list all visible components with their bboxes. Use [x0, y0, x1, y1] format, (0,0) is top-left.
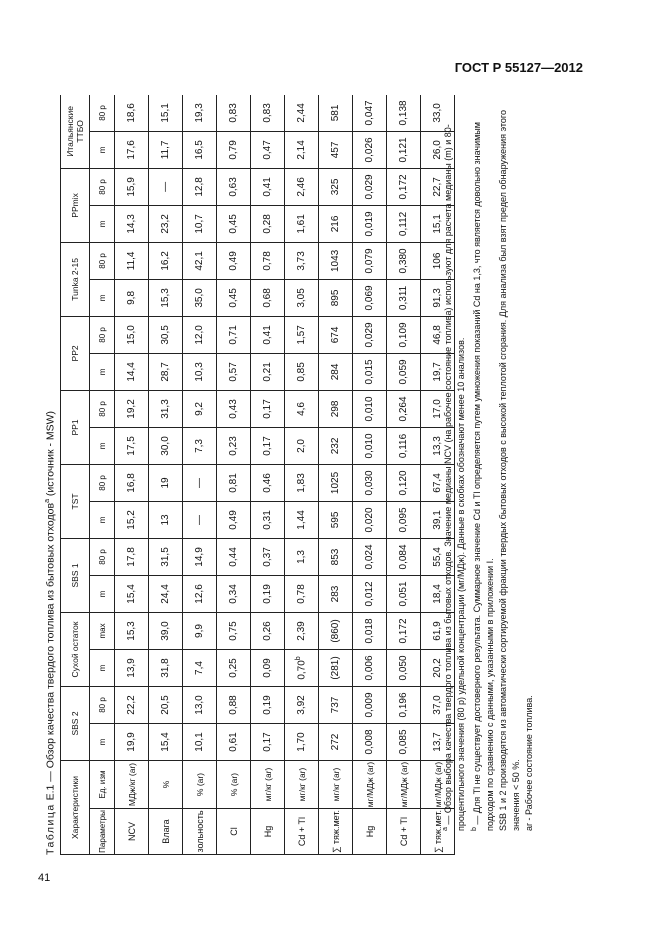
value-cell: 0,79 [217, 131, 251, 168]
value-cell: 0,31 [251, 501, 285, 538]
value-cell: 0,196 [387, 686, 421, 723]
value-cell: 0,069 [353, 279, 387, 316]
unit-cell: мг/кг (ar) [251, 761, 285, 809]
value-cell: 0,49 [217, 501, 251, 538]
unit-cell: мг/МДж (ar) [353, 761, 387, 809]
param-cell: ∑ тяж.мет. [421, 809, 455, 855]
sub-header: 80 p [90, 686, 115, 723]
sub-header: m [90, 649, 115, 686]
sub-header: m [90, 353, 115, 390]
header-params: Параметры [90, 809, 115, 855]
value-cell: 0,264 [387, 390, 421, 427]
value-cell: 9,2 [183, 390, 217, 427]
value-cell: 28,7 [149, 353, 183, 390]
table-row [319, 95, 353, 855]
table-caption [44, 411, 57, 855]
value-cell: 0,084 [387, 538, 421, 575]
value-cell: 325 [319, 168, 353, 205]
value-cell: 457 [319, 131, 353, 168]
unit-cell: % (ar) [217, 761, 251, 809]
sub-header: 80 p [90, 316, 115, 353]
value-cell: 0,63 [217, 168, 251, 205]
unit-cell: % (ar) [183, 761, 217, 809]
header-unit: Ед. изм [90, 761, 115, 809]
value-cell: 0,81 [217, 464, 251, 501]
value-cell: 0,83 [251, 95, 285, 131]
value-cell: 15,4 [149, 724, 183, 761]
value-cell: 0,17 [251, 390, 285, 427]
value-cell: 0,34 [217, 575, 251, 612]
value-cell: 0,47 [251, 131, 285, 168]
value-cell: 61,9 [421, 612, 455, 649]
value-cell: 0,010 [353, 427, 387, 464]
table-row [183, 95, 217, 855]
value-cell: 0,047 [353, 95, 387, 131]
value-cell: 0,059 [387, 353, 421, 390]
value-cell: 0,43 [217, 390, 251, 427]
header-characteristics: Характеристики [61, 761, 90, 855]
value-cell: 2,0 [285, 427, 319, 464]
value-cell: 14,3 [115, 205, 149, 242]
param-cell: Влага [149, 809, 183, 855]
value-cell: 0,095 [387, 501, 421, 538]
unit-cell: мг/МДж (ar) [387, 761, 421, 809]
value-cell: 14,9 [183, 538, 217, 575]
value-cell: 2,39 [285, 612, 319, 649]
value-cell: 0,85 [285, 353, 319, 390]
caption-label: Таблица [44, 803, 57, 855]
value-cell: 39,0 [149, 612, 183, 649]
value-cell: 15,0 [115, 316, 149, 353]
value-cell: 9,9 [183, 612, 217, 649]
value-cell: 0,75 [217, 612, 251, 649]
value-cell: 3,92 [285, 686, 319, 723]
value-cell: 9,8 [115, 279, 149, 316]
note-b: $^b$ — Для Tl не существует достоверного результата. Суммарное значение Cd и Tl определяется путем умножения показаний Cd на 1,3, что является довольно значимым подходом по сравнению с данными, указанными в приложении I. [471, 122, 495, 831]
group-header: SBS 2 [61, 686, 90, 760]
table-row [149, 95, 183, 855]
value-cell: 3,05 [285, 279, 319, 316]
page-number: 41 [38, 872, 51, 884]
value-cell: 17,0 [421, 390, 455, 427]
value-cell: 0,120 [387, 464, 421, 501]
value-cell: 283 [319, 575, 353, 612]
value-cell: 15,1 [421, 205, 455, 242]
value-cell: 0,37 [251, 538, 285, 575]
note-a: $^a$ — Обзор выбора качества твердого топлива из бытовых отходов. Значение медианы NCV (на рабочее состояние топлива) используют для расчета медианы (m) и 80-процентильного значения (80 p) удельной концентрации (мг/МДж). Данные в скобках обозначают менее 10 анализов. [442, 124, 466, 831]
value-cell: 0,051 [387, 575, 421, 612]
value-cell: 2,44 [285, 95, 319, 131]
value-cell: 42,1 [183, 242, 217, 279]
value-cell: 0,17 [251, 427, 285, 464]
value-cell: 19 [149, 464, 183, 501]
value-cell: 55,4 [421, 538, 455, 575]
value-cell: 46,8 [421, 316, 455, 353]
value-cell: 13,3 [421, 427, 455, 464]
value-cell: — [183, 501, 217, 538]
value-cell: 22,2 [115, 686, 149, 723]
param-cell: Cd + Tl [285, 809, 319, 855]
value-cell: 13,0 [183, 686, 217, 723]
value-cell: — [149, 168, 183, 205]
value-cell: 15,2 [115, 501, 149, 538]
value-cell: 0,44 [217, 538, 251, 575]
value-cell: 0,012 [353, 575, 387, 612]
param-cell: Cl [217, 809, 251, 855]
table-row [387, 95, 421, 855]
value-cell: 0,70$^b$ [285, 649, 319, 686]
value-cell: 31,5 [149, 538, 183, 575]
value-cell: 30,0 [149, 427, 183, 464]
value-cell: 0,57 [217, 353, 251, 390]
table-notes [439, 95, 536, 855]
value-cell: 0,019 [353, 205, 387, 242]
value-cell: 0,49 [217, 242, 251, 279]
value-cell: 12,6 [183, 575, 217, 612]
value-cell: 0,029 [353, 316, 387, 353]
sub-header: m [90, 205, 115, 242]
group-header: Сухой остаток [61, 612, 90, 686]
table-row [115, 95, 149, 855]
value-cell: 0,78 [285, 575, 319, 612]
value-cell: 12,0 [183, 316, 217, 353]
value-cell: 1,70 [285, 724, 319, 761]
unit-cell: мг/МДж (ar) [421, 761, 455, 809]
value-cell: 35,0 [183, 279, 217, 316]
group-header: TST [61, 464, 90, 538]
value-cell: 0,026 [353, 131, 387, 168]
value-cell: 674 [319, 316, 353, 353]
value-cell: 0,311 [387, 279, 421, 316]
value-cell: 19,7 [421, 353, 455, 390]
value-cell: 15,4 [115, 575, 149, 612]
value-cell: 0,009 [353, 686, 387, 723]
value-cell: 0,78 [251, 242, 285, 279]
value-cell: 31,3 [149, 390, 183, 427]
value-cell: 0,015 [353, 353, 387, 390]
sub-header: 80 p [90, 464, 115, 501]
sub-header: 80 p [90, 168, 115, 205]
param-cell: NCV [115, 809, 149, 855]
value-cell: 895 [319, 279, 353, 316]
group-header: Tunka 2-15 [61, 242, 90, 316]
value-cell: 0,112 [387, 205, 421, 242]
caption-text: Е.1 — Обзор качества твердого топлива из бытовых отходов [44, 502, 57, 801]
value-cell: 24,4 [149, 575, 183, 612]
sub-header: 80 p [90, 95, 115, 131]
value-cell: 0,19 [251, 686, 285, 723]
value-cell: 2,46 [285, 168, 319, 205]
caption-tail: (источник - MSW) [44, 410, 57, 497]
value-cell: 19,3 [183, 95, 217, 131]
value-cell: 10,3 [183, 353, 217, 390]
value-cell: 0,050 [387, 649, 421, 686]
value-cell: 1025 [319, 464, 353, 501]
value-cell: 0,006 [353, 649, 387, 686]
value-cell: 272 [319, 724, 353, 761]
value-cell: 0,024 [353, 538, 387, 575]
param-cell: зольность [183, 809, 217, 855]
sub-header: 80 p [90, 390, 115, 427]
value-cell: 67,4 [421, 464, 455, 501]
value-cell: 17,5 [115, 427, 149, 464]
value-cell: 91,3 [421, 279, 455, 316]
value-cell: 0,26 [251, 612, 285, 649]
note-sbs: SSB 1 и 2 производятся из автоматически сортируемой фракции твердых бытовых отходов с высокой теплотой сгорания. Для анализа был взят предел обнаружения этого значения < 50 %. [498, 110, 521, 831]
table-row [353, 95, 387, 855]
sub-header: m [90, 131, 115, 168]
value-cell: 15,3 [115, 612, 149, 649]
value-cell: 13 [149, 501, 183, 538]
table-row [217, 95, 251, 855]
value-cell: 1,83 [285, 464, 319, 501]
value-cell: 0,41 [251, 168, 285, 205]
value-cell: 1,61 [285, 205, 319, 242]
param-cell: Cd + Tl [387, 809, 421, 855]
sub-header: m [90, 724, 115, 761]
value-cell: 216 [319, 205, 353, 242]
value-cell: 0,28 [251, 205, 285, 242]
sub-header: m [90, 501, 115, 538]
unit-cell: мг/кг (ar) [319, 761, 353, 809]
param-cell: Hg [353, 809, 387, 855]
value-cell: 15,3 [149, 279, 183, 316]
value-cell: 4,6 [285, 390, 319, 427]
param-cell: ∑ тяж.мет. [319, 809, 353, 855]
quality-table [60, 95, 455, 855]
group-header: PP2 [61, 316, 90, 390]
value-cell: 0,61 [217, 724, 251, 761]
value-cell: 10,1 [183, 724, 217, 761]
value-cell: 13,9 [115, 649, 149, 686]
value-cell: 284 [319, 353, 353, 390]
value-cell: 853 [319, 538, 353, 575]
value-cell: 0,018 [353, 612, 387, 649]
value-cell: 0,172 [387, 612, 421, 649]
table-row [285, 95, 319, 855]
value-cell: 17,6 [115, 131, 149, 168]
value-cell: 2,14 [285, 131, 319, 168]
standard-number: ГОСТ Р 55127—2012 [454, 60, 583, 75]
value-cell: 0,010 [353, 390, 387, 427]
value-cell: 37,0 [421, 686, 455, 723]
value-cell: 31,8 [149, 649, 183, 686]
value-cell: 0,138 [387, 95, 421, 131]
unit-cell: % [149, 761, 183, 809]
value-cell: 737 [319, 686, 353, 723]
param-cell: Hg [251, 809, 285, 855]
sub-header: m [90, 575, 115, 612]
value-cell: 0,172 [387, 168, 421, 205]
caption-footnote-mark: a [44, 499, 51, 503]
value-cell: 39,1 [421, 501, 455, 538]
value-cell: 0,085 [387, 724, 421, 761]
value-cell: 13,7 [421, 724, 455, 761]
value-cell: 0,23 [217, 427, 251, 464]
value-cell: 0,020 [353, 501, 387, 538]
table-row [251, 95, 285, 855]
value-cell: 12,8 [183, 168, 217, 205]
sub-header: 80 p [90, 538, 115, 575]
value-cell: 0,109 [387, 316, 421, 353]
value-cell: 0,030 [353, 464, 387, 501]
group-header: PPmix [61, 168, 90, 242]
value-cell: 20,2 [421, 649, 455, 686]
value-cell: 11,4 [115, 242, 149, 279]
group-header: PP1 [61, 390, 90, 464]
value-cell: 0,029 [353, 168, 387, 205]
value-cell: (281) [319, 649, 353, 686]
value-cell: — [183, 464, 217, 501]
value-cell: 0,008 [353, 724, 387, 761]
value-cell: 0,19 [251, 575, 285, 612]
value-cell: 22,7 [421, 168, 455, 205]
group-header: SBS 1 [61, 538, 90, 612]
value-cell: 0,83 [217, 95, 251, 131]
value-cell: 18,4 [421, 575, 455, 612]
value-cell: 0,41 [251, 316, 285, 353]
value-cell: 0,46 [251, 464, 285, 501]
group-header: Итальянские ТТБО [61, 95, 90, 168]
value-cell: 11,7 [149, 131, 183, 168]
value-cell: 106 [421, 242, 455, 279]
value-cell: 26,0 [421, 131, 455, 168]
value-cell: 7,3 [183, 427, 217, 464]
sub-header: m [90, 427, 115, 464]
rotated-content [44, 95, 564, 855]
value-cell: 0,121 [387, 131, 421, 168]
value-cell: 0,45 [217, 279, 251, 316]
sub-header: m [90, 279, 115, 316]
value-cell: 16,2 [149, 242, 183, 279]
value-cell: 1043 [319, 242, 353, 279]
value-cell: 0,17 [251, 724, 285, 761]
value-cell: 232 [319, 427, 353, 464]
value-cell: 0,88 [217, 686, 251, 723]
value-cell: 16,5 [183, 131, 217, 168]
value-cell: 3,73 [285, 242, 319, 279]
value-cell: 1,3 [285, 538, 319, 575]
value-cell: 14,4 [115, 353, 149, 390]
value-cell: 1,57 [285, 316, 319, 353]
value-cell: 595 [319, 501, 353, 538]
value-cell: 0,380 [387, 242, 421, 279]
value-cell: 33,0 [421, 95, 455, 131]
value-cell: 10,7 [183, 205, 217, 242]
value-cell: 17,8 [115, 538, 149, 575]
value-cell: 1,44 [285, 501, 319, 538]
value-cell: 581 [319, 95, 353, 131]
sub-header: 80 p [90, 242, 115, 279]
note-ar: ar - Рабочее состояние топлива. [524, 695, 534, 831]
sub-header: max [90, 612, 115, 649]
value-cell: 0,21 [251, 353, 285, 390]
value-cell: 15,1 [149, 95, 183, 131]
value-cell: 15,9 [115, 168, 149, 205]
value-cell: 23,2 [149, 205, 183, 242]
value-cell: 0,079 [353, 242, 387, 279]
value-cell: 0,116 [387, 427, 421, 464]
value-cell: 0,68 [251, 279, 285, 316]
unit-cell: МДж/кг (ar) [115, 761, 149, 809]
value-cell: (860) [319, 612, 353, 649]
unit-cell: мг/кг (ar) [285, 761, 319, 809]
value-cell: 0,25 [217, 649, 251, 686]
value-cell: 0,71 [217, 316, 251, 353]
value-cell: 16,8 [115, 464, 149, 501]
value-cell: 0,45 [217, 205, 251, 242]
value-cell: 30,5 [149, 316, 183, 353]
value-cell: 20,5 [149, 686, 183, 723]
value-cell: 19,2 [115, 390, 149, 427]
value-cell: 19,9 [115, 724, 149, 761]
value-cell: 298 [319, 390, 353, 427]
value-cell: 18,6 [115, 95, 149, 131]
value-cell: 0,09 [251, 649, 285, 686]
value-cell: 7,4 [183, 649, 217, 686]
footnote-mark: b [295, 656, 303, 661]
